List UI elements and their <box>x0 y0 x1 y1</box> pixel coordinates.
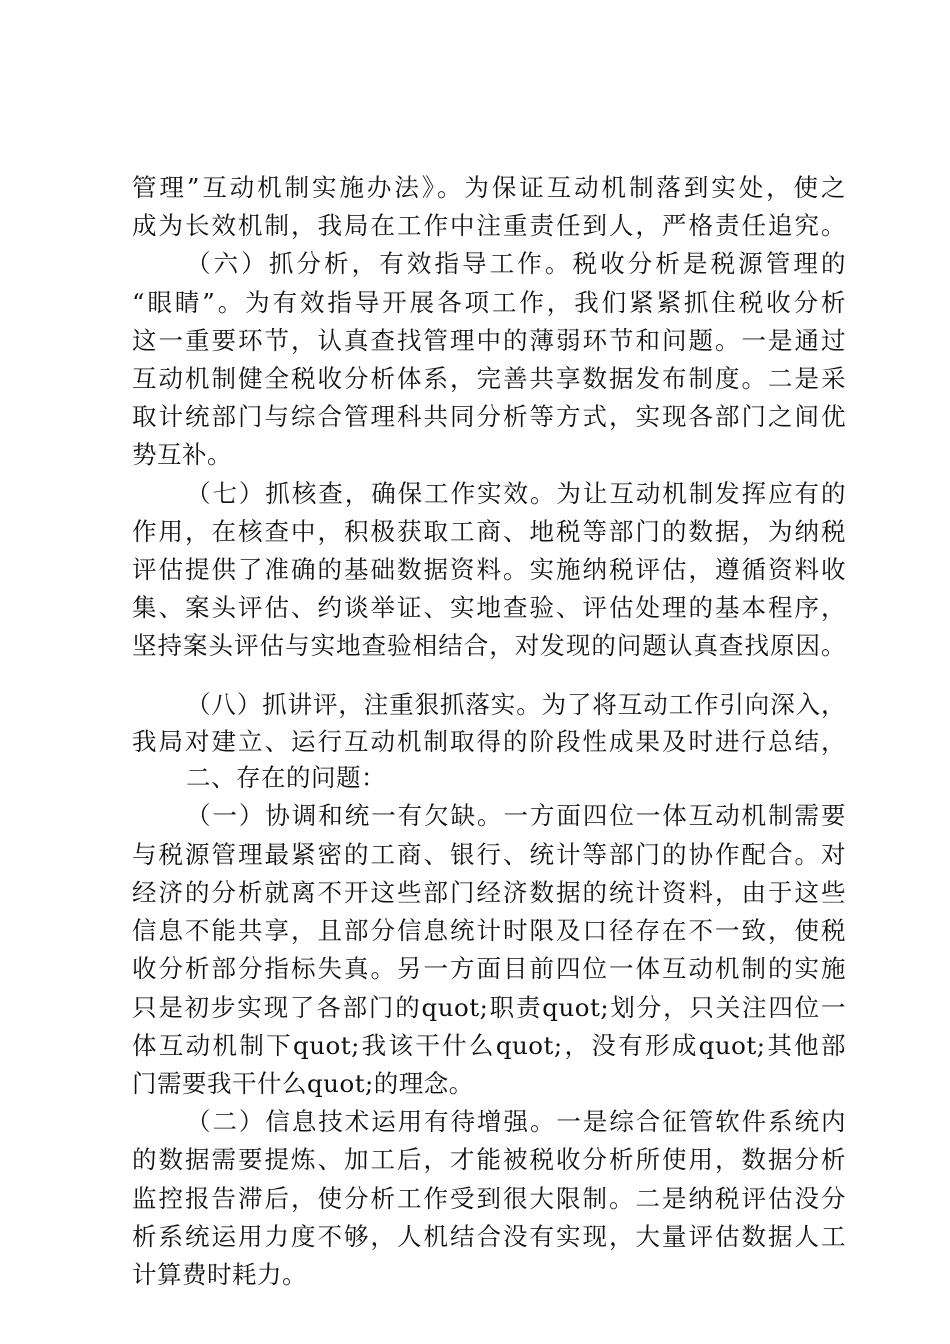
body-line: 评估提供了准确的基础数据资料。实施纳税评估，遵循资料收 <box>132 555 846 584</box>
paragraph-start-line: （一）协调和统一有欠缺。一方面四位一体互动机制需要 <box>186 801 846 830</box>
paragraph-end-line: 计算费时耗力。 <box>132 1260 307 1289</box>
body-line: 监控报告滞后，使分析工作受到很大限制。二是纳税评估没分 <box>132 1184 846 1213</box>
body-line: 析系统运用力度不够，人机结合没有实现，大量评估数据人工 <box>132 1222 846 1251</box>
body-line: 的数据需要提炼、加工后，才能被税收分析所使用，数据分析 <box>132 1145 846 1174</box>
paragraph-end-line: 坚持案头评估与实地查验相结合，对发现的问题认真查找原因。 <box>132 631 846 660</box>
body-line: 集、案头评估、约谈举证、实地查验、评估处理的基本程序， <box>132 593 846 622</box>
body-line: 作用，在核查中，积极获取工商、地税等部门的数据，为纳税 <box>132 517 846 546</box>
paragraph-start-line: （二）信息技术运用有待增强。一是综合征管软件系统内 <box>186 1107 846 1136</box>
body-line: 体互动机制下quot;我该干什么quot;，没有形成quot;其他部 <box>132 1031 846 1060</box>
paragraph-end-line: 门需要我干什么quot;的理念。 <box>132 1069 474 1098</box>
body-line: 信息不能共享，且部分信息统计时限及口径存在不一致，使税 <box>132 916 846 945</box>
body-line: 与税源管理最紧密的工商、银行、统计等部门的协作配合。对 <box>132 840 846 869</box>
body-line: 互动机制健全税收分析体系，完善共享数据发布制度。二是采 <box>132 364 846 393</box>
body-line: 经济的分析就离不开这些部门经济数据的统计资料，由于这些 <box>132 878 846 907</box>
body-line: 只是初步实现了各部门的quot;职责quot;划分，只关注四位一 <box>132 993 846 1022</box>
body-line: 这一重要环节，认真查找管理中的薄弱环节和问题。一是通过 <box>132 326 846 355</box>
section-heading: 二、存在的问题： <box>186 763 386 792</box>
paragraph-start-line: （八）抓讲评，注重狠抓落实。为了将互动工作引向深入， <box>186 690 846 719</box>
body-line: 成为长效机制，我局在工作中注重责任到人，严格责任追究。 <box>132 211 846 240</box>
paragraph-end-line: 势互补。 <box>132 440 232 469</box>
body-line: 取计统部门与综合管理科共同分析等方式，实现各部门之间优 <box>132 402 846 431</box>
body-line: 收分析部分指标失真。另一方面目前四位一体互动机制的实施 <box>132 954 846 983</box>
body-line: 我局对建立、运行互动机制取得的阶段性成果及时进行总结， <box>132 727 846 756</box>
body-line: 管理”互动机制实施办法》。为保证互动机制落到实处，使之 <box>132 173 846 202</box>
paragraph-start-line: （七）抓核查，确保工作实效。为让互动机制发挥应有的 <box>186 479 846 508</box>
body-line: “眼睛”。为有效指导开展各项工作，我们紧紧抓住税收分析 <box>132 288 846 317</box>
paragraph-start-line: （六）抓分析，有效指导工作。税收分析是税源管理的 <box>186 249 846 278</box>
